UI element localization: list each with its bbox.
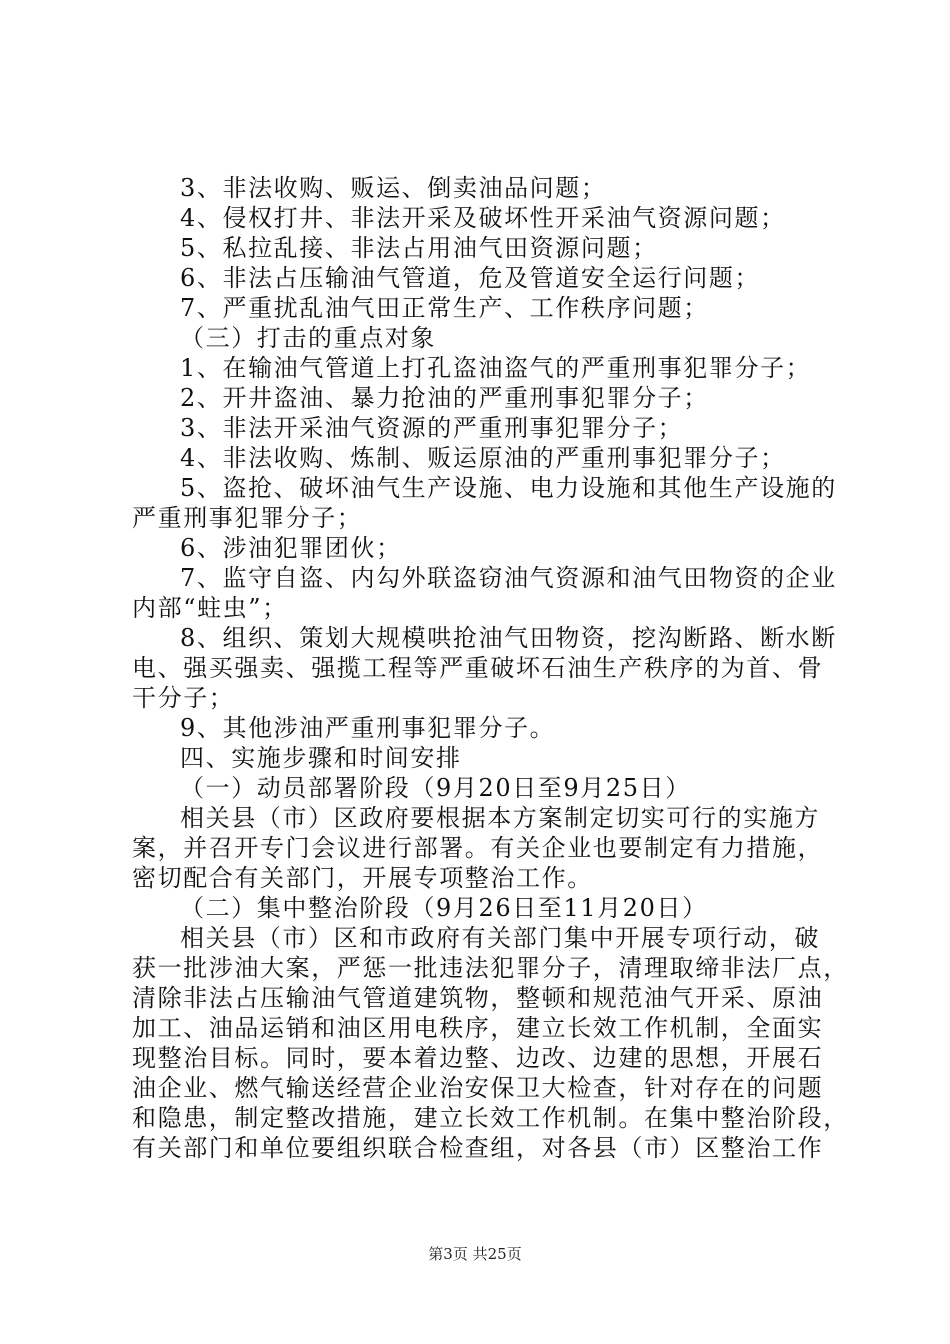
section-heading: （三）打击的重点对象 — [180, 324, 436, 352]
document-body — [132, 173, 849, 1163]
paragraph-line: 有关部门和单位要组织联合检查组，对各县（市）区整治工作 — [132, 1134, 824, 1162]
paragraph-line: 7、严重扰乱油气田正常生产、工作秩序问题； — [180, 294, 709, 322]
paragraph-line: 4、非法收购、炼制、贩运原油的严重刑事犯罪分子； — [180, 444, 786, 472]
paragraph-line: 3、非法开采油气资源的严重刑事犯罪分子； — [180, 414, 684, 442]
paragraph-line: 8、组织、策划大规模哄抢油气田物资，挖沟断路、断水断 — [180, 624, 837, 652]
paragraph-line: 5、私拉乱接、非法占用油气田资源问题； — [180, 234, 658, 262]
paragraph-line: 4、侵权打井、非法开采及破坏性开采油气资源问题； — [180, 204, 786, 232]
paragraph-line: 3、非法收购、贩运、倒卖油品问题； — [180, 174, 607, 202]
paragraph-line: 电、强买强卖、强揽工程等严重破坏石油生产秩序的为首、骨 — [132, 654, 824, 682]
paragraph-line: 7、监守自盗、内勾外联盗窃油气资源和油气田物资的企业 — [180, 564, 837, 592]
paragraph-line: 现整治目标。同时，要本着边整、边改、边建的思想，开展石 — [132, 1044, 824, 1072]
paragraph-line: 内部“蛀虫”； — [132, 594, 288, 622]
paragraph-line: 获一批涉油大案，严惩一批违法犯罪分子，清理取缔非法厂点， — [132, 954, 849, 982]
paragraph-line: 严重刑事犯罪分子； — [132, 504, 363, 532]
paragraph-line: 9、其他涉油严重刑事犯罪分子。 — [180, 714, 556, 742]
paragraph-line: 1、在输油气管道上打孔盗油盗气的严重刑事犯罪分子； — [180, 354, 812, 382]
page-number-footer: 第3页 共25页 — [428, 1245, 522, 1263]
paragraph-line: 加工、油品运销和油区用电秩序，建立长效工作机制，全面实 — [132, 1014, 824, 1042]
paragraph-line: 5、盗抢、破坏油气生产设施、电力设施和其他生产设施的 — [180, 474, 837, 502]
paragraph-line: 和隐患，制定整改措施，建立长效工作机制。在集中整治阶段， — [132, 1104, 849, 1132]
paragraph-line: 6、非法占压输油气管道，危及管道安全运行问题； — [180, 264, 761, 292]
paragraph-line: 2、开井盗油、暴力抢油的严重刑事犯罪分子； — [180, 384, 709, 412]
section-heading: （一）动员部署阶段（9月20日至9月25日） — [180, 774, 691, 802]
paragraph-line: 相关县（市）区政府要根据本方案制定切实可行的实施方 — [180, 804, 820, 832]
paragraph-line: 油企业、燃气输送经营企业治安保卫大检查，针对存在的问题 — [132, 1074, 824, 1102]
section-heading: 四、实施步骤和时间安排 — [180, 744, 462, 772]
paragraph-line: 相关县（市）区和市政府有关部门集中开展专项行动，破 — [180, 924, 820, 952]
paragraph-line: 密切配合有关部门，开展专项整治工作。 — [132, 864, 593, 892]
paragraph-line: 干分子； — [132, 684, 235, 712]
section-heading: （二）集中整治阶段（9月26日至11月20日） — [180, 894, 708, 922]
paragraph-line: 6、涉油犯罪团伙； — [180, 534, 402, 562]
paragraph-line: 清除非法占压输油气管道建筑物，整顿和规范油气开采、原油 — [132, 984, 824, 1012]
paragraph-line: 案，并召开专门会议进行部署。有关企业也要制定有力措施， — [132, 834, 824, 862]
